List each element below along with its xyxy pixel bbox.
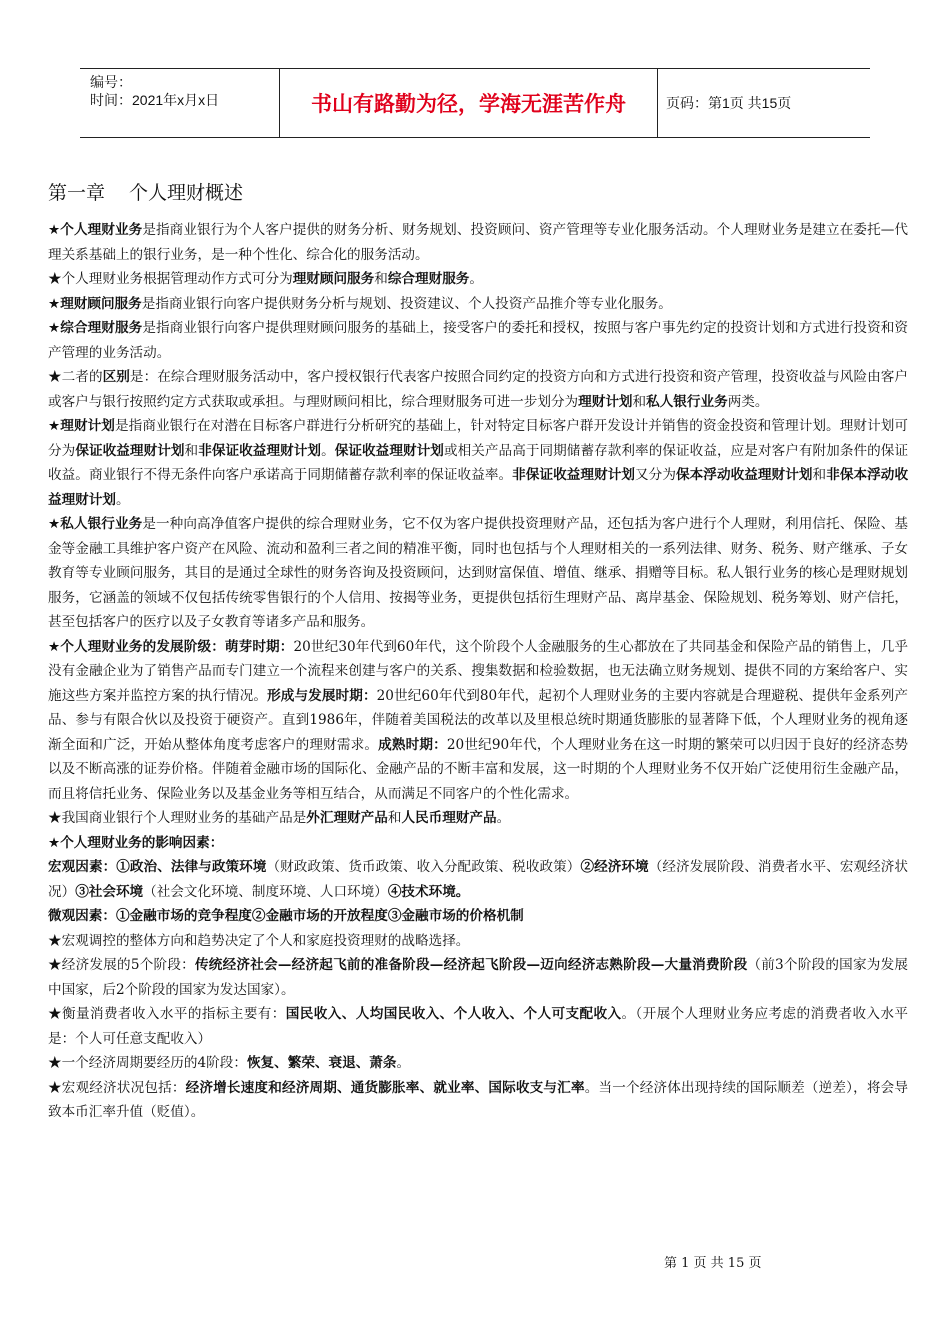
bold-text-run: 个人理财业务的影响因素：	[60, 834, 224, 851]
bold-text-run: 微观因素：①金融市场的竞争程度②金融市场的开放程度③金融市场的价格机制	[48, 908, 524, 924]
paragraph	[48, 316, 908, 365]
bold-text-run: 外汇理财产品	[306, 810, 388, 826]
bold-text-run: 区别	[102, 369, 130, 385]
header-page-info: 页码：第1页 共15页	[666, 95, 792, 111]
bold-text-run: 保证收益理财计划	[334, 442, 444, 459]
bold-text-run: 非保本浮动收益理财计划	[48, 467, 909, 508]
paragraph	[48, 365, 908, 414]
bold-text-run: 综合理财服务	[60, 320, 143, 336]
header-meta	[80, 69, 280, 137]
bold-text-run: 理财计划	[60, 418, 115, 434]
text-run: 。当一个经济体出现持续的国际顺差（逆差），将会导致本币汇率升值（贬值）。	[48, 1079, 909, 1120]
text-run: ★	[48, 834, 61, 851]
page-footer: 第 1 页 共 15 页	[664, 1256, 762, 1271]
bold-text-run: 形成与发展时期：	[267, 687, 377, 704]
bold-text-run: 非保证收益理财计划	[198, 442, 322, 459]
text-run: 20世纪60年代到80年代，起初个人理财业务的主要内容就是合理避税、提供年金系列产品、参与有限合伙以及投资于硬资产。直到1986年，伴随着美国税法的改革以及里根总统时期通货膨胀的显著降下低，个人理财业务的视角逐渐全面和广泛，开始从整体角度考虑客户的理财需求。	[48, 687, 908, 753]
text-run: 。	[321, 442, 335, 459]
paragraph	[48, 1002, 908, 1051]
text-run: ★	[48, 295, 61, 312]
text-run: 20世纪30年代到60年代，这个阶段个人金融服务的生心都放在了共同基金和保险产品的销售上，几乎没有金融企业为了销售产品而专门建立一个流程来创建与客户的关系、搜集数据和检验数据，也无法确立财务规划、提供不同的方案给客户、实施这些方案并监控方案的执行情况。	[48, 638, 909, 704]
time-label: 时间：2021年x月x日	[90, 92, 220, 108]
text-run: ★	[48, 638, 61, 655]
text-run: ★	[48, 320, 61, 336]
number-label: 编号：	[90, 74, 132, 90]
paragraph	[48, 512, 908, 635]
header-motto: 书山有路勤为径，学海无涯苦作舟	[280, 69, 658, 137]
text-run: ★我国商业银行个人理财业务的基础产品是	[48, 810, 307, 826]
text-run: 和	[184, 442, 199, 459]
bold-text-run: ③社会环境	[75, 883, 144, 900]
text-run: ★宏观调控的整体方向和趋势决定了个人和家庭投资理财的战略选择。	[48, 932, 470, 949]
bold-text-run: 个人理财业务的发展阶级：萌芽时期：	[60, 638, 294, 655]
paragraph	[48, 292, 908, 317]
text-run: 是指商业银行向客户提供理财顾问服务的基础上，接受客户的委托和授权，按照与客户事先约定的投资计划和方式进行投资和资产管理的业务活动。	[48, 320, 909, 361]
bold-text-run: 保本浮动收益理财计划	[676, 467, 813, 483]
text-run: 。	[396, 1055, 411, 1071]
bold-text-run: 理财顾问服务	[60, 295, 142, 312]
text-run: 是一种向高净值客户提供的综合理财业务，它不仅为客户提供投资理财产品，还包括为客户进行个人理财，利用信托、保险、基金等金融工具维护客户资产在风险、流动和盈利三者之间的精准平衡，同时也包括与个人理财相关的一系列法律、财务、税务、财产继承、子女教育等专业顾问服务，其目的是通过全球性的财务咨询及投资顾问，达到财富保值、增值、继承、捐赠等目标。私人银行业务的核心是理财规划服务，它涵盖的领域不仅包括传统零售银行的个人信用、按揭等业务，更提供包括衍生理财产品、离岸基金、保险规划、税务筹划、财产信托，甚至包括客户的医疗以及子女教育等诸多产品和服务。	[48, 516, 909, 630]
bold-text-run: 私人银行业务	[60, 516, 143, 532]
paragraph	[48, 635, 908, 807]
bold-text-run: 经济增长速度和经济周期、通货膨胀率、就业率、国际收支与汇率	[185, 1079, 585, 1096]
text-run: 和	[387, 810, 402, 826]
text-run: 和	[632, 393, 647, 410]
text-run: ★二者的	[48, 369, 103, 385]
paragraph	[48, 831, 908, 856]
paragraph	[48, 267, 908, 292]
body-text	[48, 218, 908, 1125]
chapter-number: 第一章	[48, 182, 106, 204]
bold-text-run: 非保证收益理财计划	[512, 467, 636, 483]
text-run: ★	[48, 418, 61, 434]
bold-text-run: 私人银行业务	[646, 393, 728, 410]
paragraph	[48, 929, 908, 954]
text-run: ★经济发展的5个阶段：	[48, 957, 195, 973]
text-run: 和	[374, 271, 388, 287]
bold-text-run: 理财计划	[578, 393, 633, 410]
text-run: 两类。	[727, 393, 769, 410]
paragraph	[48, 414, 908, 512]
paragraph	[48, 1076, 908, 1125]
bold-text-run: ②经济环境	[580, 859, 649, 875]
text-run: 是指商业银行在对潜在目标客户群进行分析研究的基础上，针对特定目标客户群开发设计并销售的资金投资和管理计划。理财计划可分为	[48, 418, 909, 459]
bold-text-run: 国民收入、人均国民收入、个人收入、个人可支配收入	[285, 1006, 622, 1022]
bold-text-run: 保证收益理财计划	[75, 442, 185, 459]
text-run: （前3个阶段的国家为发展中国家，后2个阶段的国家为发达国家）。	[48, 957, 908, 998]
text-run: （经济发展阶段、消费者水平、宏观经济状况）	[48, 859, 909, 900]
text-run: 。	[496, 810, 511, 826]
text-run: 是指商业银行向客户提供财务分析与规划、投资建议、个人投资产品推介等专业化服务。	[141, 295, 672, 312]
text-run: ★衡量消费者收入水平的指标主要有：	[48, 1006, 286, 1022]
paragraph	[48, 904, 908, 929]
bold-text-run: 综合理财服务	[387, 271, 470, 287]
chapter-title: 个人理财概述	[129, 182, 244, 204]
text-run: 20世纪90年代，个人理财业务在这一时期的繁荣可以归因于良好的经济态势以及不断高涨的证券价格。伴随着金融市场的国际化、金融产品的不断丰富和发展，这一时期的个人理财业务不仅开始广泛使用衍生金融产品，而且将信托业务、保险业务以及基金业务等相互结合，从而满足不同客户的个性化需求。	[48, 736, 909, 802]
bold-text-run: 成熟时期：	[378, 736, 447, 753]
text-run: 和	[812, 467, 827, 483]
text-run: ★宏观经济状况包括：	[48, 1079, 186, 1096]
text-run: 。	[115, 491, 130, 508]
text-run: （社会文化环境、制度环境、人口环境）	[143, 883, 388, 900]
document-header	[80, 68, 870, 138]
paragraph	[48, 1051, 908, 1076]
bold-text-run: 恢复、繁荣、衰退、萧条	[246, 1055, 397, 1071]
text-run: 是：在综合理财服务活动中，客户授权银行代表客户按照合同约定的投资方向和方式进行投资和资产管理，投资收益与风险由客户或客户与银行按照约定方式获取或承担。与理财顾问相比，综合理财服务可进一步划分为	[48, 369, 909, 410]
bold-text-run: 宏观因素：①政治、法律与政策环境	[48, 859, 267, 875]
bold-text-run: 人民币理财产品	[401, 810, 497, 826]
text-run: 。	[469, 271, 483, 287]
text-run: ★	[48, 516, 61, 532]
text-run: 。（开展个人理财业务应考虑的消费者收入水平是：个人可任意支配收入）	[48, 1006, 909, 1047]
paragraph	[48, 218, 908, 267]
text-run: 或相关产品高于同期储蓄存款利率的保证收益，应是对客户有附加条件的保证收益。商业银行不得无条件向客户承诺高于同期储蓄存款利率的保证收益率。	[48, 442, 909, 483]
chapter-heading	[48, 178, 267, 205]
text-run: （财政政策、货币政策、收入分配政策、税收政策）	[266, 859, 581, 875]
bold-text-run: ④技术环境。	[387, 883, 470, 900]
text-run: ★	[48, 222, 61, 238]
paragraph	[48, 855, 908, 904]
bold-text-run: 理财顾问服务	[292, 271, 375, 287]
bold-text-run: 传统经济社会—经济起飞前的准备阶段—经济起飞阶段—迈向经济志熟阶段—大量消费阶段	[194, 957, 748, 973]
paragraph	[48, 953, 908, 1002]
text-run: ★一个经济周期要经历的4阶段：	[48, 1055, 247, 1071]
text-run: ★个人理财业务根据管理动作方式可分为	[48, 271, 293, 287]
paragraph	[48, 806, 908, 831]
text-run: 是指商业银行为个人客户提供的财务分析、财务规划、投资顾问、资产管理等专业化服务活动。个人理财业务是建立在委托—代理关系基础上的银行业务，是一种个性化、综合化的服务活动。	[48, 222, 909, 263]
bold-text-run: 个人理财业务	[60, 222, 143, 238]
text-run: 又分为	[635, 467, 676, 483]
